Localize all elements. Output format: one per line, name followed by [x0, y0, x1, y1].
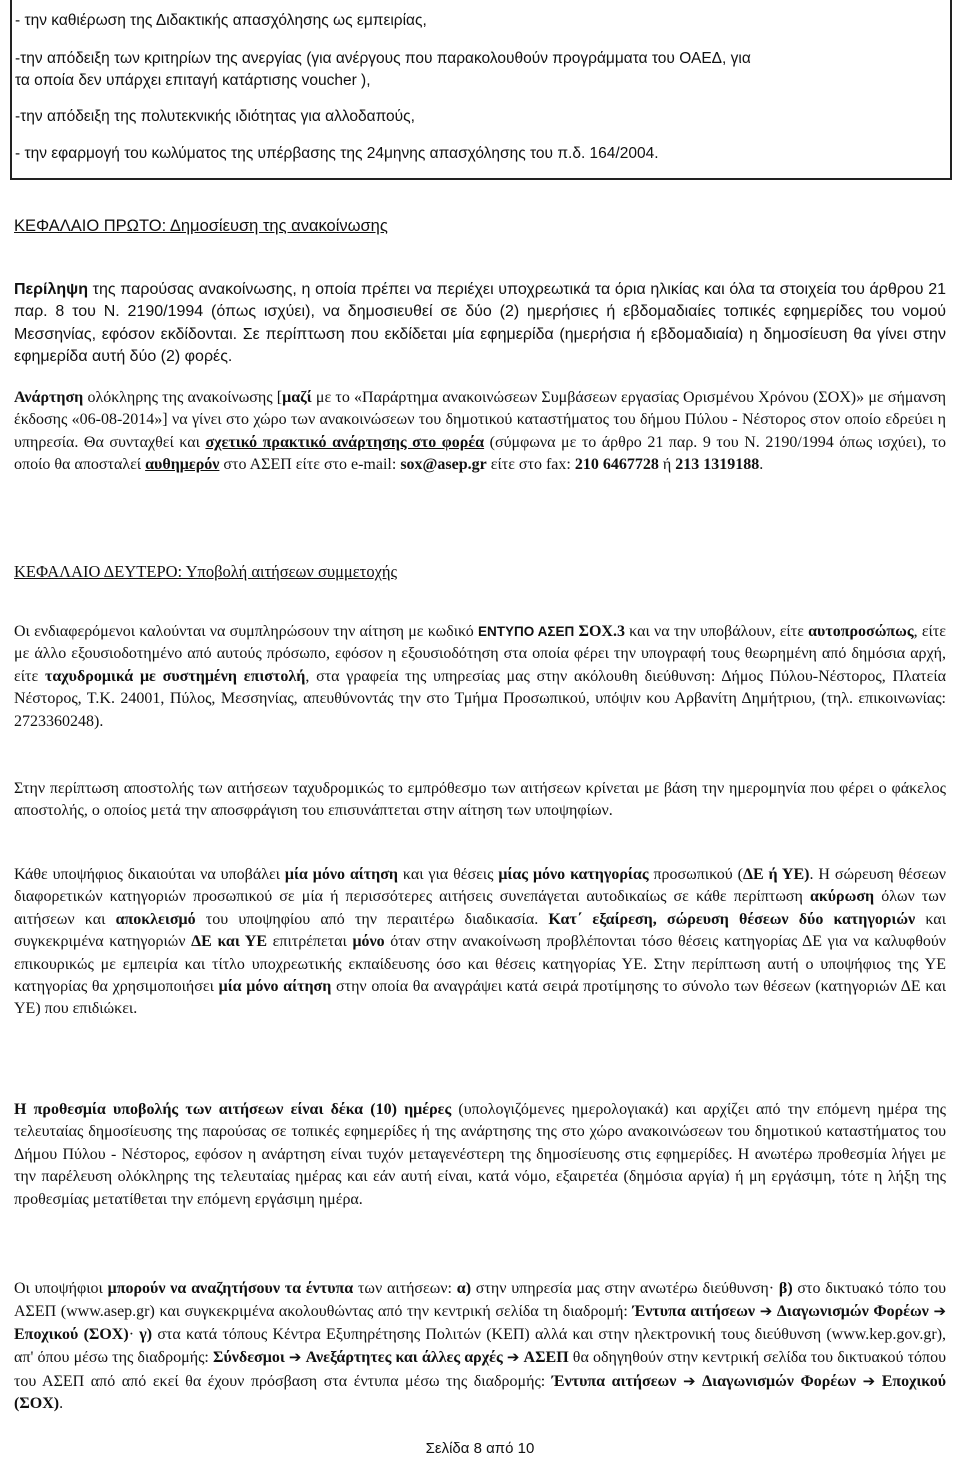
arrow-right-icon: ➔ — [933, 1302, 947, 1321]
arrow-right-icon: ➔ — [288, 1348, 302, 1367]
chapter-one-heading — [14, 217, 388, 236]
box-line: -την απόδειξη της πολυτεκνικής ιδιότητας για αλλοδαπούς, — [15, 108, 415, 125]
arrow-right-icon: ➔ — [506, 1348, 520, 1367]
chapter-two-title: ΚΕΦΑΛΑΙΟ ΔΕΥΤΕΡΟ: Υποβολή αιτήσεων συμμετοχής — [14, 562, 398, 581]
box-line: τα οποία δεν υπάρχει επιταγή κατάρτισης voucher ), — [15, 72, 371, 89]
box-line: - την εφαρμογή του κωλύματος της υπέρβασης της 24μηνης απασχόλησης του π.δ. 164/2004. — [15, 145, 659, 162]
posting-paragraph: Ανάρτηση ολόκληρης της ανακοίνωσης [μαζί με το «Παράρτημα ανακοινώσεων Συμβάσεων εργασίας Ορισμένου Χρόνου (ΣΟΧ)» με σήμανση έκδοσης «06-08-2014»] να γίνει στο χώρο των ανακοινώσεων του δημοτικού καταστήματος του δήμου Πύλου - Νέστορος στον οποίο εδρεύει η υπηρεσία. Θα συνταχθεί και σχετικό πρακτικό ανάρτησης στο φορέα (σύμφωνα με το άρθρο 21 παρ. 9 του Ν. 2190/1994 όπως ισχύει), το οποίο θα αποσταλεί αυθημερόν στο ΑΣΕΠ είτε στο e-mail: sox@asep.gr είτε στο fax: 210 6467728 ή 213 1319188. — [14, 389, 947, 474]
summary-paragraph: Περίληψη της παρούσας ανακοίνωσης, η οποία πρέπει να περιέχει υποχρεωτικά τα όρια ηλικίας και όλα τα στοιχεία του άρθρου 21 παρ. 8 του Ν. 2190/1994 (όπως ισχύει), να δημοσιευθεί σε δύο (2) ημερήσιες ή εβδομαδιαίες τοπικές εφημερίδες του νομού Μεσσηνίας, εφόσον εκδίδονται. Σε περίπτωση που εκδίδεται μία εφημερίδα (ημερήσια ή εβδομαδιαία) η δημοσίευση θα γίνει στην εφημερίδα αυτή δύο (2) φορές. — [14, 281, 946, 366]
chapter-one-title: ΚΕΦΑΛΑΙΟ ΠΡΩΤΟ: Δημοσίευση της ανακοίνωσης — [14, 217, 388, 235]
forms-paragraph: Οι υποψήφιοι μπορούν να αναζητήσουν τα έντυπα των αιτήσεων: α) στην υπηρεσία μας στην ανωτέρω διεύθυνση· β) στο δικτυακό τόπο του ΑΣΕΠ (www.asep.gr) και συγκεκριμένα ακολουθώντας από την κεντρική σελίδα τη διαδρομή: Έντυπα αιτήσεων ➔ Διαγωνισμών Φορέων ➔ Εποχικού (ΣΟΧ)· γ) στα κατά τόπους Κέντρα Εξυπηρέτησης Πολιτών (ΚΕΠ) αλλά και στην ηλεκτρονική τους διεύθυνση (www.kep.gov.gr), απ' όπου μέσω της διαδρομής: Σύνδεσμοι ➔ Ανεξάρτητες και άλλες αρχές ➔ ΑΣΕΠ θα οδηγηθούν στην κεντρική σελίδα του δικτυακού τόπου του ΑΣΕΠ από από εκεί θα έχουν πρόσβαση στα έντυπα μέσω της διαδρομής: Έντυπα αιτήσεων ➔ Διαγωνισμών Φορέων ➔ Εποχικού (ΣΟΧ). — [14, 1280, 947, 1413]
single-application-paragraph: Κάθε υποψήφιος δικαιούται να υποβάλει μία μόνο αίτηση και για θέσεις μίας μόνο κατηγορίας προσωπικού (ΔΕ ή ΥΕ). Η σώρευση θέσεων διαφορετικών κατηγοριών προσωπικού σε μία ή περισσότερες αιτήσεις συνεπάγεται αυτοδικαίως σε κάθε περίπτωση ακύρωση όλων των αιτήσεων και αποκλεισμό του υποψηφίου από την περαιτέρω διαδικασία. Κατ΄ εξαίρεση, σώρευση θέσεων δύο κατηγοριών και συγκεκριμένα κατηγοριών ΔΕ και ΥΕ επιτρέπεται μόνο όταν στην ανακοίνωση προβλέπονται τόσο θέσεις κατηγορίας ΔΕ για να καλυφθούν επικουρικώς με εμπειρία και τίτλο υποχρεωτικής εκπαίδευσης όσο και θέσεις κατηγορίας ΥΕ. Στην περίπτωση αυτή ο υποψήφιος της ΥΕ κατηγορίας θα χρησιμοποιήσει μία μόνο αίτηση στην οποία θα αναγράψει κατά σειρά προτίμησης το σύνολο των θέσεων (κατηγοριών ΔΕ και ΥΕ) που επιδιώκει. — [14, 866, 947, 1018]
arrow-right-icon: ➔ — [759, 1302, 773, 1321]
deadline-paragraph: Η προθεσμία υποβολής των αιτήσεων είναι δέκα (10) ημέρες (υπολογιζόμενες ημερολογιακά) και αρχίζει από την επόμενη ημέρα της τελευταίας δημοσίευσης της παρούσας σε τοπικές εφημερίδες ή της ανάρτησης της στο χώρο ανακοινώσεων του δημοτικού καταστήματος του Δήμου Πύλου - Νέστορος, εφόσον η ανάρτηση είναι τυχόν μεταγενέστερη της δημοσίευσης στις εφημερίδες. Η ανωτέρω προθεσμία λήγει με την παρέλευση ολόκληρης της τελευταίας ημέρας και εάν αυτή είναι, κατά νόμο, εξαιρετέα (δημόσια αργία) ή μη εργάσιμη, τότε η λήξη της προθεσμίας μετατίθεται την επόμενη εργάσιμη ημέρα. — [14, 1101, 946, 1208]
application-paragraph: Οι ενδιαφερόμενοι καλούνται να συμπληρώσουν την αίτηση με κωδικό ΕΝΤΥΠΟ ΑΣΕΠ ΣΟΧ.3 και να την υποβάλουν, είτε αυτοπροσώπως, είτε με άλλο εξουσιοδοτημένο από αυτούς πρόσωπο, εφόσον η εξουσιοδότηση στα οποία φέρει την υπογραφή τους θεωρημένη από δημόσια αρχή, είτε ταχυδρομικά με συστημένη επιστολή, στα γραφεία της υπηρεσίας μας στην ακόλουθη διεύθυνση: Δήμος Πύλου-Νέστορος, Πλατεία Νέστορος, Τ.Κ. 24001, Πύλος, Μεσσηνίας, απευθύνοντάς την στο Τμήμα Προσωπικού, υπόψιν κου Αρβανίτη Δημήτριου, (τηλ. επικοινωνίας: 2723360248). — [14, 623, 947, 730]
box-line: - την καθιέρωση της Διδακτικής απασχόλησης ως εμπειρίας, — [15, 12, 427, 29]
chapter-two-heading — [14, 562, 397, 582]
arrow-right-icon: ➔ — [682, 1371, 696, 1390]
box-line: -την απόδειξη των κριτηρίων της ανεργίας (για ανέργους που παρακολουθούν προγράμματα του ΟΑΕΔ, για — [15, 50, 751, 67]
postal-paragraph: Στην περίπτωση αποστολής των αιτήσεων ταχυδρομικώς το εμπρόθεσμο των αιτήσεων κρίνεται με βάση την ημερομηνία που φέρει ο φάκελος αποστολής, ο οποίος μετά την αποσφράγιση του επισυνάπτεται στην αίτηση των υποψηφίων. — [14, 780, 946, 820]
page-number: Σελίδα 8 από 10 — [425, 1440, 535, 1457]
arrow-right-icon: ➔ — [862, 1371, 876, 1390]
